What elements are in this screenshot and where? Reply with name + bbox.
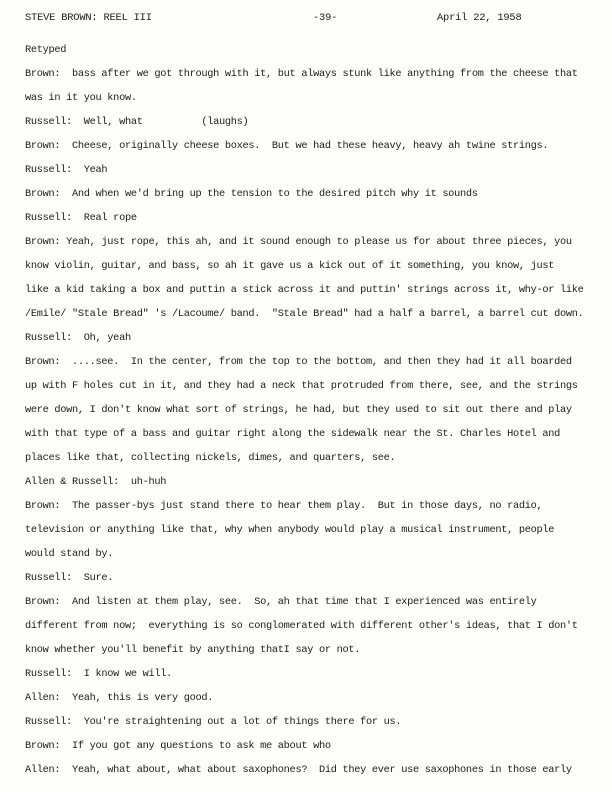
page-header <box>25 12 585 28</box>
transcript-line: Retyped <box>25 44 67 56</box>
transcript-line: Brown: Yeah, just rope, this ah, and it sound enough to please us for about three pieces, you <box>25 236 572 248</box>
header-title: STEVE BROWN: REEL III <box>25 12 152 24</box>
transcript-line: different from now; everything is so conglomerated with different other's ideas, that I don't <box>25 620 578 632</box>
transcript-line: Russell: Oh, yeah <box>25 332 131 344</box>
transcript-line: would stand by. <box>25 548 114 560</box>
transcript-line: television or anything like that, why when anybody would play a musical instrument, people <box>25 524 555 536</box>
transcript-line: Brown: The passer-bys just stand there to hear them play. But in those days, no radio, <box>25 500 543 512</box>
transcript-line: Russell: Well, what (laughs) <box>25 116 249 128</box>
header-date: April 22, 1958 <box>437 12 522 24</box>
transcript-line: were down, I don't know what sort of strings, he had, but they used to sit out there and play <box>25 404 572 416</box>
transcript-line: Brown: ....see. In the center, from the top to the bottom, and then they had it all boarded <box>25 356 572 368</box>
transcript-line: Allen & Russell: uh-huh <box>25 476 167 488</box>
transcript-body <box>25 38 600 782</box>
transcript-line: up with F holes cut in it, and they had a neck that protruded from there, see, and the strings <box>25 380 578 392</box>
transcript-line: Russell: You're straightening out a lot of things there for us. <box>25 716 402 728</box>
transcript-line: Brown: And when we'd bring up the tension to the desired pitch why it sounds <box>25 188 478 200</box>
transcript-line: Allen: Yeah, what about, what about saxophones? Did they ever use saxophones in those early <box>25 764 572 776</box>
transcript-line: Brown: If you got any questions to ask me about who <box>25 740 331 752</box>
transcript-line: Russell: Sure. <box>25 572 114 584</box>
transcript-line: with that type of a bass and guitar right along the sidewalk near the St. Charles Hotel and <box>25 428 561 440</box>
transcript-line: like a kid taking a box and puttin a stick across it and puttin' strings across it, why-or like <box>25 284 584 296</box>
page-number: -39- <box>313 12 338 24</box>
transcript-line: know whether you'll benefit by anything thatI say or not. <box>25 644 361 656</box>
transcript-line: know violin, guitar, and bass, so ah it gave us a kick out of it something, you know, just <box>25 260 555 272</box>
transcript-line: was in it you know. <box>25 92 137 104</box>
transcript-line: Allen: Yeah, this is very good. <box>25 692 214 704</box>
transcript-line: Brown: Cheese, originally cheese boxes. But we had these heavy, heavy ah twine strings. <box>25 140 549 152</box>
transcript-line: Russell: I know we will. <box>25 668 172 680</box>
transcript-line: Russell: Yeah <box>25 164 108 176</box>
transcript-line: Russell: Real rope <box>25 212 137 224</box>
transcript-line: Brown: bass after we got through with it, but always stunk like anything from the cheese that <box>25 68 578 80</box>
transcript-line: Brown: And listen at them play, see. So, ah that time that I experienced was entirely <box>25 596 537 608</box>
transcript-line: places like that, collecting nickels, dimes, and quarters, see. <box>25 452 396 464</box>
transcript-line: /Emile/ "Stale Bread" 's /Lacoume/ band. "Stale Bread" had a half a barrel, a barrel cut down. <box>25 308 584 320</box>
